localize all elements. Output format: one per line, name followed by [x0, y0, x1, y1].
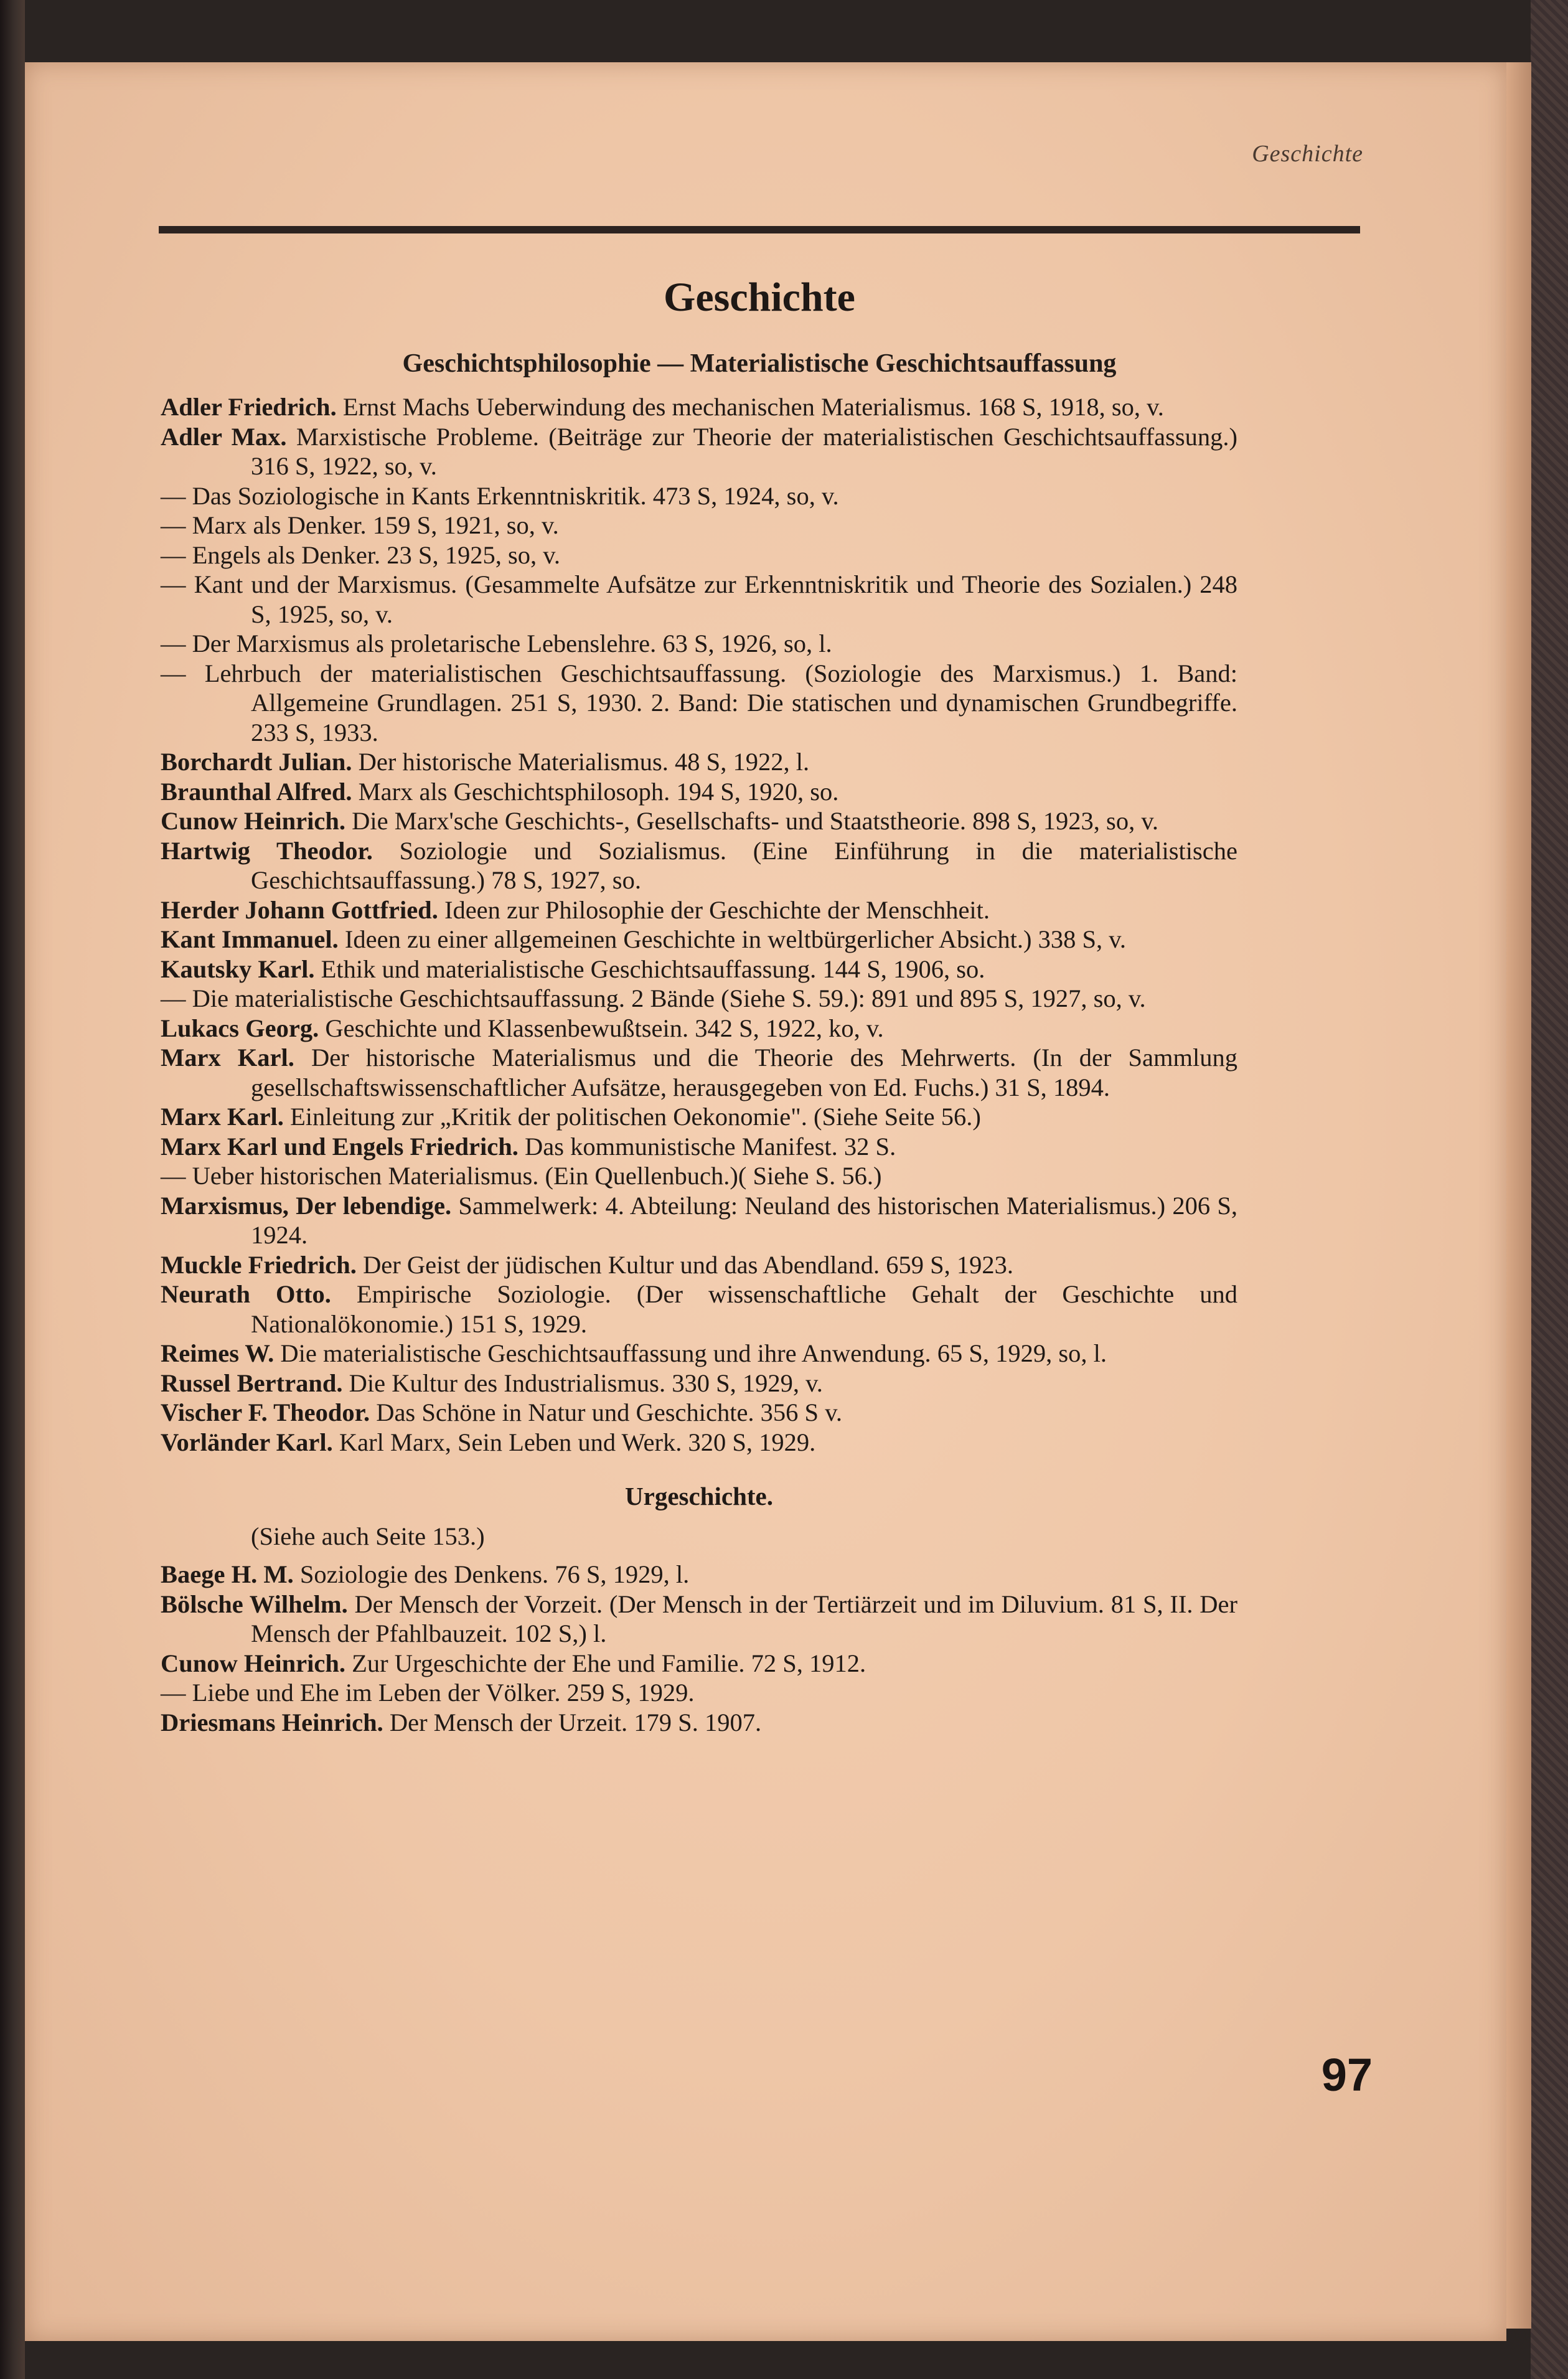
- entry-text: Die materialistische Geschichtsauffassung und ihre Anwendung. 65 S, 1929, so, l.: [280, 1339, 1107, 1367]
- entry-author: Hartwig Theodor.: [161, 836, 373, 865]
- urgeschichte-note: (Siehe auch Seite 153.): [251, 1522, 485, 1550]
- entry-author: —: [161, 659, 186, 687]
- entry-text: Soziologie des Denkens. 76 S, 1929, l.: [299, 1560, 690, 1588]
- bibliography-part-1: [161, 392, 1237, 1457]
- bibliography-entry: [161, 511, 1237, 540]
- entry-author: Cunow Heinrich.: [161, 1649, 346, 1677]
- entry-author: —: [161, 984, 186, 1012]
- entry-author: Marx Karl.: [161, 1103, 284, 1131]
- bibliography-entry: [161, 1428, 1237, 1458]
- bibliography-entry: [161, 836, 1237, 895]
- entry-author: Borchardt Julian.: [161, 748, 352, 776]
- bibliography-entry: [161, 1279, 1237, 1339]
- bibliography-entry: [161, 1678, 1237, 1708]
- bibliography-entry: [161, 1014, 1237, 1043]
- entry-text: Marx als Geschichtsphilosoph. 194 S, 1920, so.: [358, 777, 839, 806]
- bibliography-entry: [161, 1708, 1237, 1738]
- entry-text: Die Kultur des Industrialismus. 330 S, 1929, v.: [349, 1369, 823, 1397]
- entry-text: Ideen zu einer allgemeinen Geschichte in weltbürgerlicher Absicht.) 338 S, v.: [344, 925, 1126, 953]
- entry-text: Ueber historischen Materialismus. (Ein Quellenbuch.)( Siehe S. 56.): [192, 1162, 882, 1190]
- bibliography-entry: [161, 422, 1237, 481]
- bibliography-list: [161, 392, 1237, 1737]
- bibliography-entry: [161, 1161, 1237, 1191]
- entry-author: Adler Max.: [161, 422, 287, 451]
- entry-author: —: [161, 570, 186, 598]
- entry-author: Lukacs Georg.: [161, 1014, 319, 1042]
- bibliography-entry: [161, 1398, 1237, 1428]
- bibliography-entry: [161, 747, 1237, 777]
- entry-author: Marxismus, Der lebendige.: [161, 1191, 452, 1220]
- page-edge: [1506, 62, 1531, 2329]
- entry-text: Marx als Denker. 159 S, 1921, so, v.: [192, 511, 559, 539]
- entry-text: Zur Urgeschichte der Ehe und Familie. 72 S, 1912.: [352, 1649, 866, 1677]
- entry-text: Ethik und materialistische Geschichtsauffassung. 144 S, 1906, so.: [321, 954, 985, 983]
- entry-text: Der historische Materialismus und die Theorie des Mehrwerts. (In der Sammlung gesellschaftswissenschaftlicher Aufsätze, herausgegeben von Ed. Fuchs.) 31 S, 1894.: [251, 1043, 1237, 1101]
- header-rule: [159, 226, 1360, 233]
- entry-text: Der historische Materialismus. 48 S, 1922, l.: [358, 748, 810, 776]
- entry-text: Das Schöne in Natur und Geschichte. 356 S v.: [376, 1398, 842, 1426]
- section-subtitle: Geschichtsphilosophie — Materialistische Geschichtsauffassung: [402, 349, 1117, 378]
- bibliography-entry: [161, 1250, 1237, 1280]
- bibliography-entry: [161, 777, 1237, 807]
- running-head: Geschichte: [1252, 141, 1363, 167]
- bibliography-entry: [161, 1191, 1237, 1250]
- entry-author: Kautsky Karl.: [161, 954, 315, 983]
- bibliography-entry: [161, 570, 1237, 629]
- entry-author: Vorländer Karl.: [161, 1428, 333, 1456]
- entry-author: Kant Immanuel.: [161, 925, 339, 953]
- bibliography-entry: [161, 1560, 1237, 1590]
- entry-author: Marx Karl und Engels Friedrich.: [161, 1132, 519, 1161]
- entry-text: Soziologie und Sozialismus. (Eine Einführung in die materialistische Geschichtsauffassung.) 78 S, 1927, so.: [251, 836, 1238, 894]
- entry-author: —: [161, 629, 186, 657]
- entry-text: Marxistische Probleme. (Beiträge zur Theorie der materialistischen Geschichtsauffassung.) 316 S, 1922, so, v.: [251, 422, 1237, 480]
- bibliography-entry: [161, 806, 1237, 836]
- bibliography-entry: [161, 629, 1237, 659]
- bibliography-entry: [161, 659, 1237, 748]
- entry-author: Muckle Friedrich.: [161, 1250, 357, 1279]
- entry-text: Kant und der Marxismus. (Gesammelte Aufsätze zur Erkenntniskritik und Theorie des Sozialen.) 248 S, 1925, so, v.: [194, 570, 1238, 628]
- bibliography-entry: [161, 392, 1237, 422]
- entry-author: Reimes W.: [161, 1339, 275, 1367]
- entry-author: —: [161, 511, 186, 539]
- entry-text: Der Mensch der Urzeit. 179 S. 1907.: [389, 1708, 762, 1736]
- entry-author: —: [161, 540, 186, 569]
- entry-text: Der Marxismus als proletarische Lebenslehre. 63 S, 1926, so, l.: [192, 629, 832, 657]
- entry-text: Empirische Soziologie. (Der wissenschaftliche Gehalt der Geschichte und Nationalökonomie.) 151 S, 1929.: [251, 1280, 1238, 1338]
- entry-author: Bölsche Wilhelm.: [161, 1590, 348, 1618]
- bibliography-entry: [161, 1339, 1237, 1369]
- entry-text: Sammelwerk: 4. Abteilung: Neuland des historischen Materialismus.) 206 S, 1924.: [251, 1191, 1237, 1249]
- bibliography-part-2: [161, 1560, 1237, 1737]
- entry-author: Cunow Heinrich.: [161, 807, 346, 835]
- bibliography-entry: [161, 1043, 1237, 1102]
- entry-author: Driesmans Heinrich.: [161, 1708, 383, 1736]
- entry-text: Ideen zur Philosophie der Geschichte der Menschheit.: [444, 895, 990, 924]
- entry-author: Marx Karl.: [161, 1043, 294, 1072]
- entry-text: Lehrbuch der materialistischen Geschichtsauffassung. (Soziologie des Marxismus.) 1. Band: Allgemeine Grundlagen. 251 S, 1930. 2. Band: Die statischen und dynamischen Grundbegriffe. 233 S, 1933.: [204, 659, 1237, 747]
- bibliography-entry: [161, 1590, 1237, 1649]
- entry-author: —: [161, 1162, 186, 1190]
- entry-text: Der Geist der jüdischen Kultur und das Abendland. 659 S, 1923.: [363, 1250, 1014, 1279]
- page-number: 97: [1321, 2049, 1373, 2101]
- bibliography-entry: [161, 1369, 1237, 1398]
- entry-text: Engels als Denker. 23 S, 1925, so, v.: [192, 540, 560, 569]
- entry-author: —: [161, 1679, 186, 1707]
- bibliography-entry: [161, 895, 1237, 925]
- entry-author: Neurath Otto.: [161, 1280, 331, 1308]
- entry-author: Russel Bertrand.: [161, 1369, 343, 1397]
- bibliography-entry: [161, 1102, 1237, 1132]
- book-binding-right: [1531, 0, 1568, 2379]
- urgeschichte-heading: Urgeschichte.: [625, 1482, 773, 1510]
- entry-text: Das kommunistische Manifest. 32 S.: [524, 1132, 896, 1161]
- entry-text: Das Soziologische in Kants Erkenntniskritik. 473 S, 1924, so, v.: [192, 481, 839, 510]
- entry-text: Die Marx'sche Geschichts-, Gesellschafts- und Staatstheorie. 898 S, 1923, so, v.: [352, 807, 1159, 835]
- bibliography-entry: [161, 481, 1237, 511]
- entry-text: Ernst Machs Ueberwindung des mechanischen Materialismus. 168 S, 1918, so, v.: [342, 393, 1164, 421]
- entry-author: —: [161, 481, 186, 510]
- entry-text: Liebe und Ehe im Leben der Völker. 259 S, 1929.: [192, 1679, 695, 1707]
- bibliography-entry: [161, 984, 1237, 1014]
- entry-text: Einleitung zur „Kritik der politischen Oekonomie". (Siehe Seite 56.): [290, 1103, 981, 1131]
- entry-author: Braunthal Alfred.: [161, 777, 352, 806]
- page-title: Geschichte: [664, 275, 855, 320]
- bibliography-entry: [161, 540, 1237, 570]
- entry-author: Adler Friedrich.: [161, 393, 337, 421]
- bibliography-entry: [161, 954, 1237, 984]
- entry-text: Der Mensch der Vorzeit. (Der Mensch in der Tertiärzeit und im Diluvium. 81 S, II. Der Mensch der Pfahlbauzeit. 102 S,) l.: [251, 1590, 1237, 1647]
- entry-text: Die materialistische Geschichtsauffassung. 2 Bände (Siehe S. 59.): 891 und 895 S, 1927, so, v.: [192, 984, 1146, 1012]
- entry-text: Geschichte und Klassenbewußtsein. 342 S, 1922, ko, v.: [325, 1014, 884, 1042]
- entry-author: Baege H. M.: [161, 1560, 294, 1588]
- bibliography-entry: [161, 925, 1237, 954]
- bibliography-entry: [161, 1649, 1237, 1679]
- bibliography-entry: [161, 1132, 1237, 1162]
- book-binding-left: [0, 0, 25, 2379]
- entry-author: Herder Johann Gottfried.: [161, 895, 438, 924]
- entry-author: Vischer F. Theodor.: [161, 1398, 370, 1426]
- entry-text: Karl Marx, Sein Leben und Werk. 320 S, 1929.: [339, 1428, 816, 1456]
